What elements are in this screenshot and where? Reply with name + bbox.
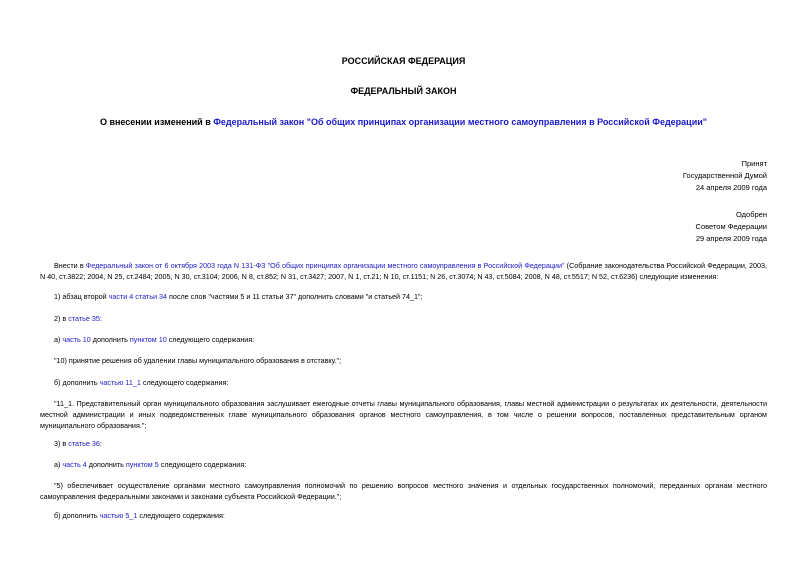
p1-link[interactable]: части 4 статьи 34 <box>108 292 167 301</box>
p3-link-1[interactable]: часть 10 <box>62 335 91 344</box>
p10-link[interactable]: частью 5_1 <box>99 511 138 520</box>
p1-text-b: после слов "частями 5 и 11 статьи 37" дополнить словами "и статьей 74_1"; <box>166 292 423 301</box>
law-title-prefix: О внесении изменений в <box>99 117 214 127</box>
intro-suffix: (Собрание законодательства Российской Федерации, 2003, N 40, ст.3822; 2004, N 25, ст.2484; 2005, N 30, ст.3104; 2006, N 8, ст.852; N 31, ст.3427; 2007, N 1, ст.21; N 10, ст.1151; N 26, ст.3074; N 43, ст.5084; 2008, N 48, ст.5517; N 52, ст.6236) следующие изменения: <box>40 261 767 281</box>
paragraph-4: "10) принятие решения об удалении главы муниципального образования в отставку."; <box>54 356 342 365</box>
p7-link[interactable]: статье 36 <box>68 439 100 448</box>
paragraph-8 <box>40 459 767 470</box>
p7-text-b: : <box>99 439 102 448</box>
p10-text-a: б) дополнить <box>54 511 100 520</box>
approved-date: 29 апреля 2009 года <box>695 234 767 243</box>
doc-type-heading: ФЕДЕРАЛЬНЫЙ ЗАКОН <box>350 86 457 96</box>
p2-text-b: : <box>99 314 102 323</box>
intro-law-link[interactable]: Федеральный закон от 6 октября 2003 года N 131-ФЗ "Об общих принципах организации местного самоуправления в Российской Федерации" <box>85 261 565 270</box>
paragraph-9: "5) обеспечивает осуществление органами местного самоуправления полномочий по решению вопросов местного значения и отдельных государственных полномочий, переданных органам местного самоуправления федеральными законами и законами субъекта Российской Федерации."; <box>40 481 767 501</box>
p3-text-a: а) <box>54 335 63 344</box>
intro-paragraph <box>40 260 767 282</box>
p10-text-b: следующего содержания: <box>137 511 225 520</box>
p5-link[interactable]: частью 11_1 <box>99 378 141 387</box>
p8-text-a: а) <box>54 460 63 469</box>
p2-text-a: 2) в <box>54 314 69 323</box>
p8-text-c: следующего содержания: <box>158 460 247 469</box>
intro-prefix: Внести в <box>54 261 86 270</box>
adopted-date: 24 апреля 2009 года <box>695 183 767 192</box>
country-heading: РОССИЙСКАЯ ФЕДЕРАЦИЯ <box>341 56 466 66</box>
paragraph-2 <box>40 313 767 324</box>
p8-link-1[interactable]: часть 4 <box>62 460 87 469</box>
p5-text-a: б) дополнить <box>54 378 100 387</box>
p7-text-a: 3) в <box>54 439 69 448</box>
adopted-label: Принят <box>741 159 767 168</box>
p3-link-2[interactable]: пунктом 10 <box>129 335 167 344</box>
law-title-link[interactable]: Федеральный закон "Об общих принципах организации местного самоуправления в Российской Федерации" <box>213 117 708 127</box>
p3-text-b: дополнить <box>90 335 130 344</box>
paragraph-7 <box>40 438 767 449</box>
p3-text-c: следующего содержания: <box>166 335 255 344</box>
p8-link-2[interactable]: пунктом 5 <box>125 460 159 469</box>
paragraph-3 <box>40 334 767 345</box>
approved-label: Одобрен <box>736 210 767 219</box>
approved-block <box>696 209 767 245</box>
p1-text-a: 1) абзац второй <box>54 292 109 301</box>
p2-link[interactable]: статье 35 <box>68 314 100 323</box>
adopted-block <box>683 158 767 194</box>
paragraph-5 <box>40 377 767 388</box>
paragraph-6: "11_1. Представительный орган муниципального образования заслушивает ежегодные отчеты главы муниципального образования, главы местной администрации о результатах их деятельности, деятельности местной администрации и иных подведомственных главе муниципального образования органов местного самоуправления, в том числе о решении вопросов, поставленных представительным органом муниципального образования."; <box>40 399 767 430</box>
paragraph-1 <box>40 291 767 302</box>
p5-text-b: следующего содержания: <box>140 378 229 387</box>
adopted-body: Государственной Думой <box>682 171 767 180</box>
paragraph-10 <box>40 510 767 521</box>
approved-body: Советом Федерации <box>695 222 767 231</box>
p8-text-b: дополнить <box>86 460 126 469</box>
law-title <box>0 117 807 127</box>
